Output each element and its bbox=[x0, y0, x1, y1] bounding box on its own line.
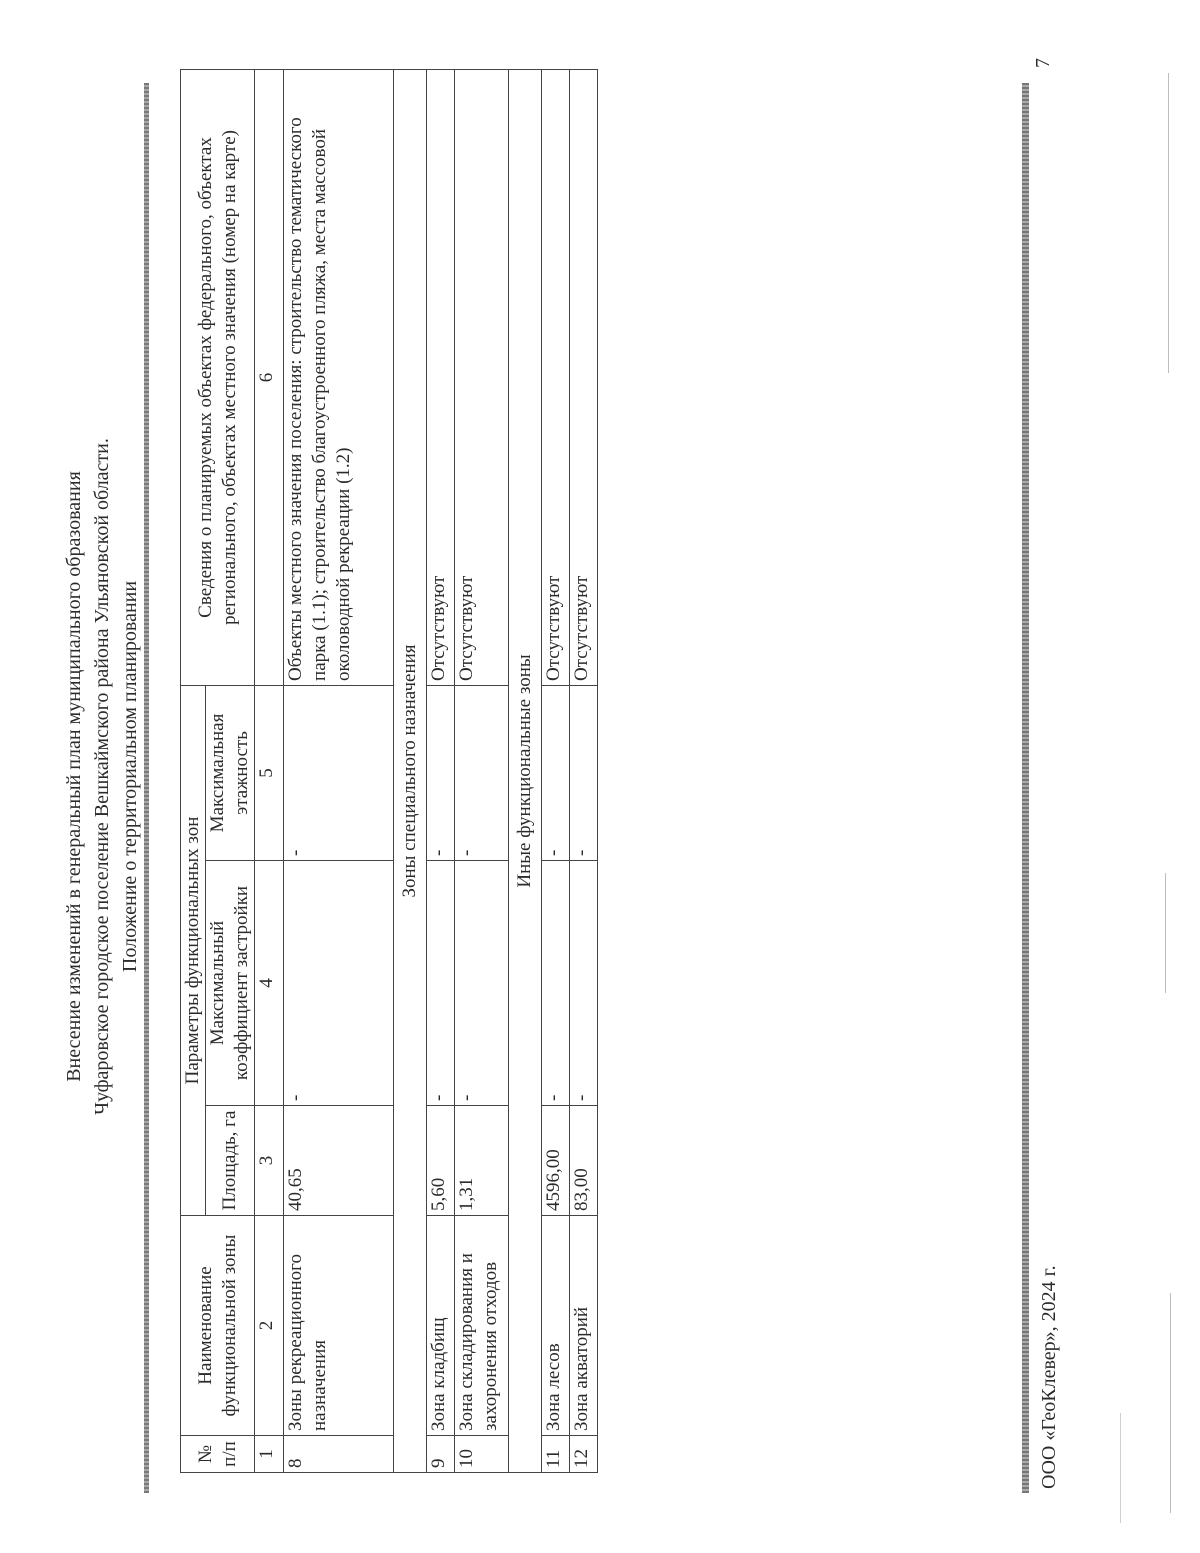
table-row bbox=[455, 69, 509, 1472]
col-number: 2 bbox=[255, 1216, 284, 1436]
row-name: Зона лесов bbox=[542, 1216, 570, 1436]
row-coef: - bbox=[570, 861, 598, 1106]
row-coef: - bbox=[455, 861, 509, 1106]
row-info: Отсутствуют bbox=[455, 69, 509, 685]
row-floors: - bbox=[570, 685, 598, 860]
row-area: 1,31 bbox=[455, 1106, 509, 1216]
header-area: Площадь, га bbox=[206, 1106, 255, 1216]
row-coef: - bbox=[542, 861, 570, 1106]
header-name: Наименование функциональной зоны bbox=[181, 1216, 255, 1436]
section-row bbox=[394, 69, 427, 1472]
col-number: 1 bbox=[255, 1436, 284, 1473]
row-area: 83,00 bbox=[570, 1106, 598, 1216]
row-num: 10 bbox=[455, 1436, 509, 1473]
page-number: 7 bbox=[1032, 58, 1054, 68]
scan-edge-mark bbox=[1168, 73, 1169, 373]
table-row bbox=[284, 69, 394, 1472]
row-info: Отсутствуют bbox=[542, 69, 570, 685]
top-scan-rule bbox=[144, 83, 149, 1493]
header-line-2: Чуфаровское городское поселение Вешкаймского района Ульяновской области. bbox=[91, 438, 113, 1115]
row-info: Отсутствуют bbox=[427, 69, 455, 685]
section-other-title: Иные функциональные зоны bbox=[509, 69, 542, 1472]
row-area: 40,65 bbox=[284, 1106, 394, 1216]
col-number: 6 bbox=[255, 69, 284, 685]
table-row bbox=[570, 69, 598, 1472]
column-number-row bbox=[255, 69, 284, 1472]
row-name: Зоны рекреационного назначения bbox=[284, 1216, 394, 1436]
header-info: Сведения о планируемых объектах федерального, объектах регионального, объектах местного значения (номер на карте) bbox=[181, 69, 255, 685]
row-coef: - bbox=[427, 861, 455, 1106]
table-row bbox=[542, 69, 570, 1472]
col-number: 3 bbox=[255, 1106, 284, 1216]
row-area: 5,60 bbox=[427, 1106, 455, 1216]
row-num: 9 bbox=[427, 1436, 455, 1473]
header-params-group: Параметры функциональных зон bbox=[181, 685, 206, 1215]
row-floors: - bbox=[455, 685, 509, 860]
col-number: 5 bbox=[255, 685, 284, 860]
zones-table bbox=[180, 69, 598, 1473]
col-number: 4 bbox=[255, 861, 284, 1106]
header-floors: Максимальная этажность bbox=[206, 685, 255, 860]
scan-edge-mark bbox=[1165, 873, 1166, 993]
bottom-scan-rule bbox=[1022, 83, 1029, 1493]
section-special-title: Зоны специального назначения bbox=[394, 69, 427, 1472]
row-floors: - bbox=[427, 685, 455, 860]
row-name: Зона кладбищ bbox=[427, 1216, 455, 1436]
row-coef: - bbox=[284, 861, 394, 1106]
header-line-3: Положение о территориальном планировании bbox=[119, 580, 141, 973]
header-row-1 bbox=[181, 69, 206, 1472]
header-line-1: Внесение изменений в генеральный план муниципального образования bbox=[63, 471, 85, 1082]
header-num: № п/п bbox=[181, 1436, 255, 1473]
row-area: 4596,00 bbox=[542, 1106, 570, 1216]
row-floors: - bbox=[542, 685, 570, 860]
footer-company: ООО «ГеоКлевер», 2024 г. bbox=[1038, 1265, 1060, 1489]
row-name: Зона складирования и захоронения отходов bbox=[455, 1216, 509, 1436]
row-floors: - bbox=[284, 685, 394, 860]
section-row bbox=[509, 69, 542, 1472]
table-row bbox=[427, 69, 455, 1472]
row-info: Отсутствуют bbox=[570, 69, 598, 685]
row-num: 11 bbox=[542, 1436, 570, 1473]
header-coef: Максимальный коэффициент застройки bbox=[206, 861, 255, 1106]
row-num: 12 bbox=[570, 1436, 598, 1473]
row-name: Зона акваторий bbox=[570, 1216, 598, 1436]
scan-edge-mark bbox=[1120, 1413, 1121, 1523]
row-info: Объекты местного значения поселения: строительство тематического парка (1.1); строительство благоустроенного пляжа, места массовой околоводной рекреации (1.2) bbox=[284, 69, 394, 685]
row-num: 8 bbox=[284, 1436, 394, 1473]
scan-edge-mark bbox=[1170, 1293, 1171, 1513]
